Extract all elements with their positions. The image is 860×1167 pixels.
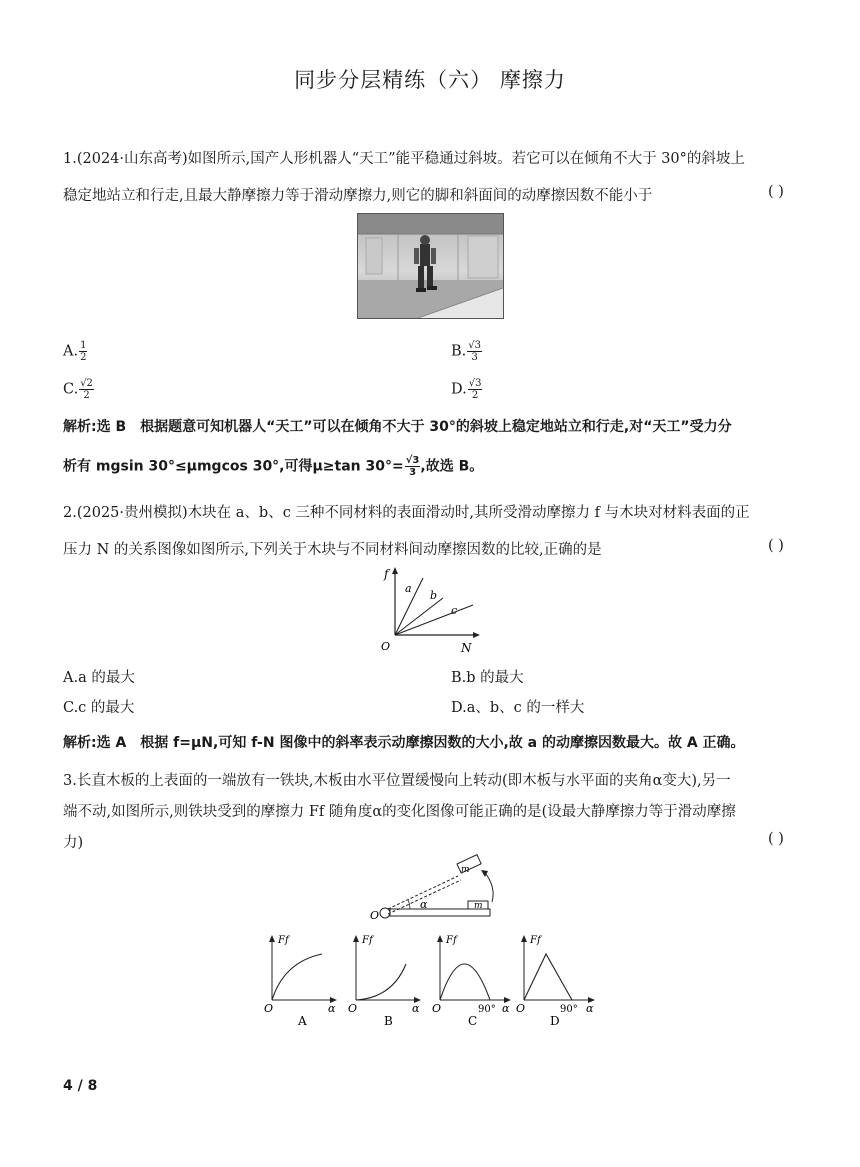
answer-blank: ( ) xyxy=(768,538,784,554)
graph-c xyxy=(428,932,518,1032)
question-3-line-3: 力) xyxy=(63,835,84,851)
option-a: A. $\frac{1}{2}$ xyxy=(63,340,87,363)
question-3-line-1: 3.长直木板的上表面的一端放有一铁块,木板由水平位置缓慢向上转动(即木板与水平面的夹角α变大),另一 xyxy=(63,773,731,789)
x-axis-label: α xyxy=(412,1002,420,1015)
f-n-graph xyxy=(375,562,485,657)
line-c-label: c xyxy=(451,604,458,617)
x-tick-label: 90° xyxy=(560,1004,578,1015)
robot-slope-photo xyxy=(357,213,504,319)
option-b: B.b 的最大 xyxy=(451,670,524,686)
origin-label: O xyxy=(264,1002,274,1015)
option-a: A.a 的最大 xyxy=(63,670,135,686)
y-axis-label: Ff xyxy=(530,935,541,946)
n-axis-label: N xyxy=(461,641,472,655)
origin-label: O xyxy=(348,1002,358,1015)
graph-b xyxy=(344,932,424,1032)
rotating-board-diagram xyxy=(360,852,500,928)
option-c: C.c 的最大 xyxy=(63,700,135,716)
line-a-label: a xyxy=(405,582,412,595)
graph-label: D xyxy=(550,1014,560,1028)
question-1-line-1: 1.(2024·山东高考)如图所示,国产人形机器人“天工”能平稳通过斜坡。若它可以在倾角不大于 30°的斜坡上 xyxy=(63,151,745,167)
graph-a xyxy=(260,932,340,1032)
analysis-1-line-1: 解析:选 B 根据题意可知机器人“天工”可以在倾角不大于 30°的斜坡上稳定地站立和行走,对“天工”受力分 xyxy=(63,419,732,435)
option-b: B. $\frac{√3}{3}$ xyxy=(451,340,481,363)
page-title: 同步分层精练（六） 摩擦力 xyxy=(294,68,566,92)
answer-blank: ( ) xyxy=(768,184,784,200)
graph-label: B xyxy=(384,1014,393,1028)
block-label-top: m xyxy=(461,865,470,875)
graph-d xyxy=(512,932,602,1032)
question-2-line-1: 2.(2025·贵州模拟)木块在 a、b、c 三种不同材料的表面滑动时,其所受滑动摩擦力 f 与木块对材料表面的正 xyxy=(63,505,750,521)
x-axis-label: α xyxy=(586,1002,594,1015)
pivot-label: O xyxy=(370,909,380,922)
origin-label: O xyxy=(516,1002,526,1015)
origin-label: O xyxy=(432,1002,442,1015)
y-axis-label: Ff xyxy=(278,935,289,946)
option-d: D.a、b、c 的一样大 xyxy=(451,700,585,716)
page-number: 4 / 8 xyxy=(63,1078,98,1094)
x-axis-label: α xyxy=(328,1002,336,1015)
graph-label: C xyxy=(468,1014,478,1028)
question-3-line-2: 端不动,如图所示,则铁块受到的摩擦力 Ff 随角度α的变化图像可能正确的是(设最大静摩擦力等于滑动摩擦 xyxy=(63,804,736,820)
option-c: C. $\frac{√2}{2}$ xyxy=(63,378,93,401)
f-axis-label: f xyxy=(384,567,389,581)
line-b-label: b xyxy=(430,589,438,602)
origin-label: O xyxy=(381,640,391,653)
y-axis-label: Ff xyxy=(362,935,373,946)
answer-blank: ( ) xyxy=(768,831,784,847)
x-axis-label: α xyxy=(502,1002,510,1015)
graph-label: A xyxy=(298,1014,307,1028)
angle-label: α xyxy=(420,898,428,911)
analysis-1-line-2: 析有 mgsin 30°≤μmgcos 30°,可得μ≥tan 30°= $\frac{√3}{3}$ ,故选 B。 xyxy=(63,455,484,478)
block-label-bottom: m xyxy=(474,901,483,911)
analysis-2: 解析:选 A 根据 f=μN,可知 f-N 图像中的斜率表示动摩擦因数的大小,故 a 的动摩擦因数最大。故 A 正确。 xyxy=(63,735,745,751)
x-tick-label: 90° xyxy=(478,1004,496,1015)
question-1-line-2: 稳定地站立和行走,且最大静摩擦力等于滑动摩擦力,则它的脚和斜面间的动摩擦因数不能小于 xyxy=(63,188,653,204)
y-axis-label: Ff xyxy=(446,935,457,946)
option-d: D. $\frac{√3}{2}$ xyxy=(451,378,482,401)
question-2-line-2: 压力 N 的关系图像如图所示,下列关于木块与不同材料间动摩擦因数的比较,正确的是 xyxy=(63,542,602,558)
